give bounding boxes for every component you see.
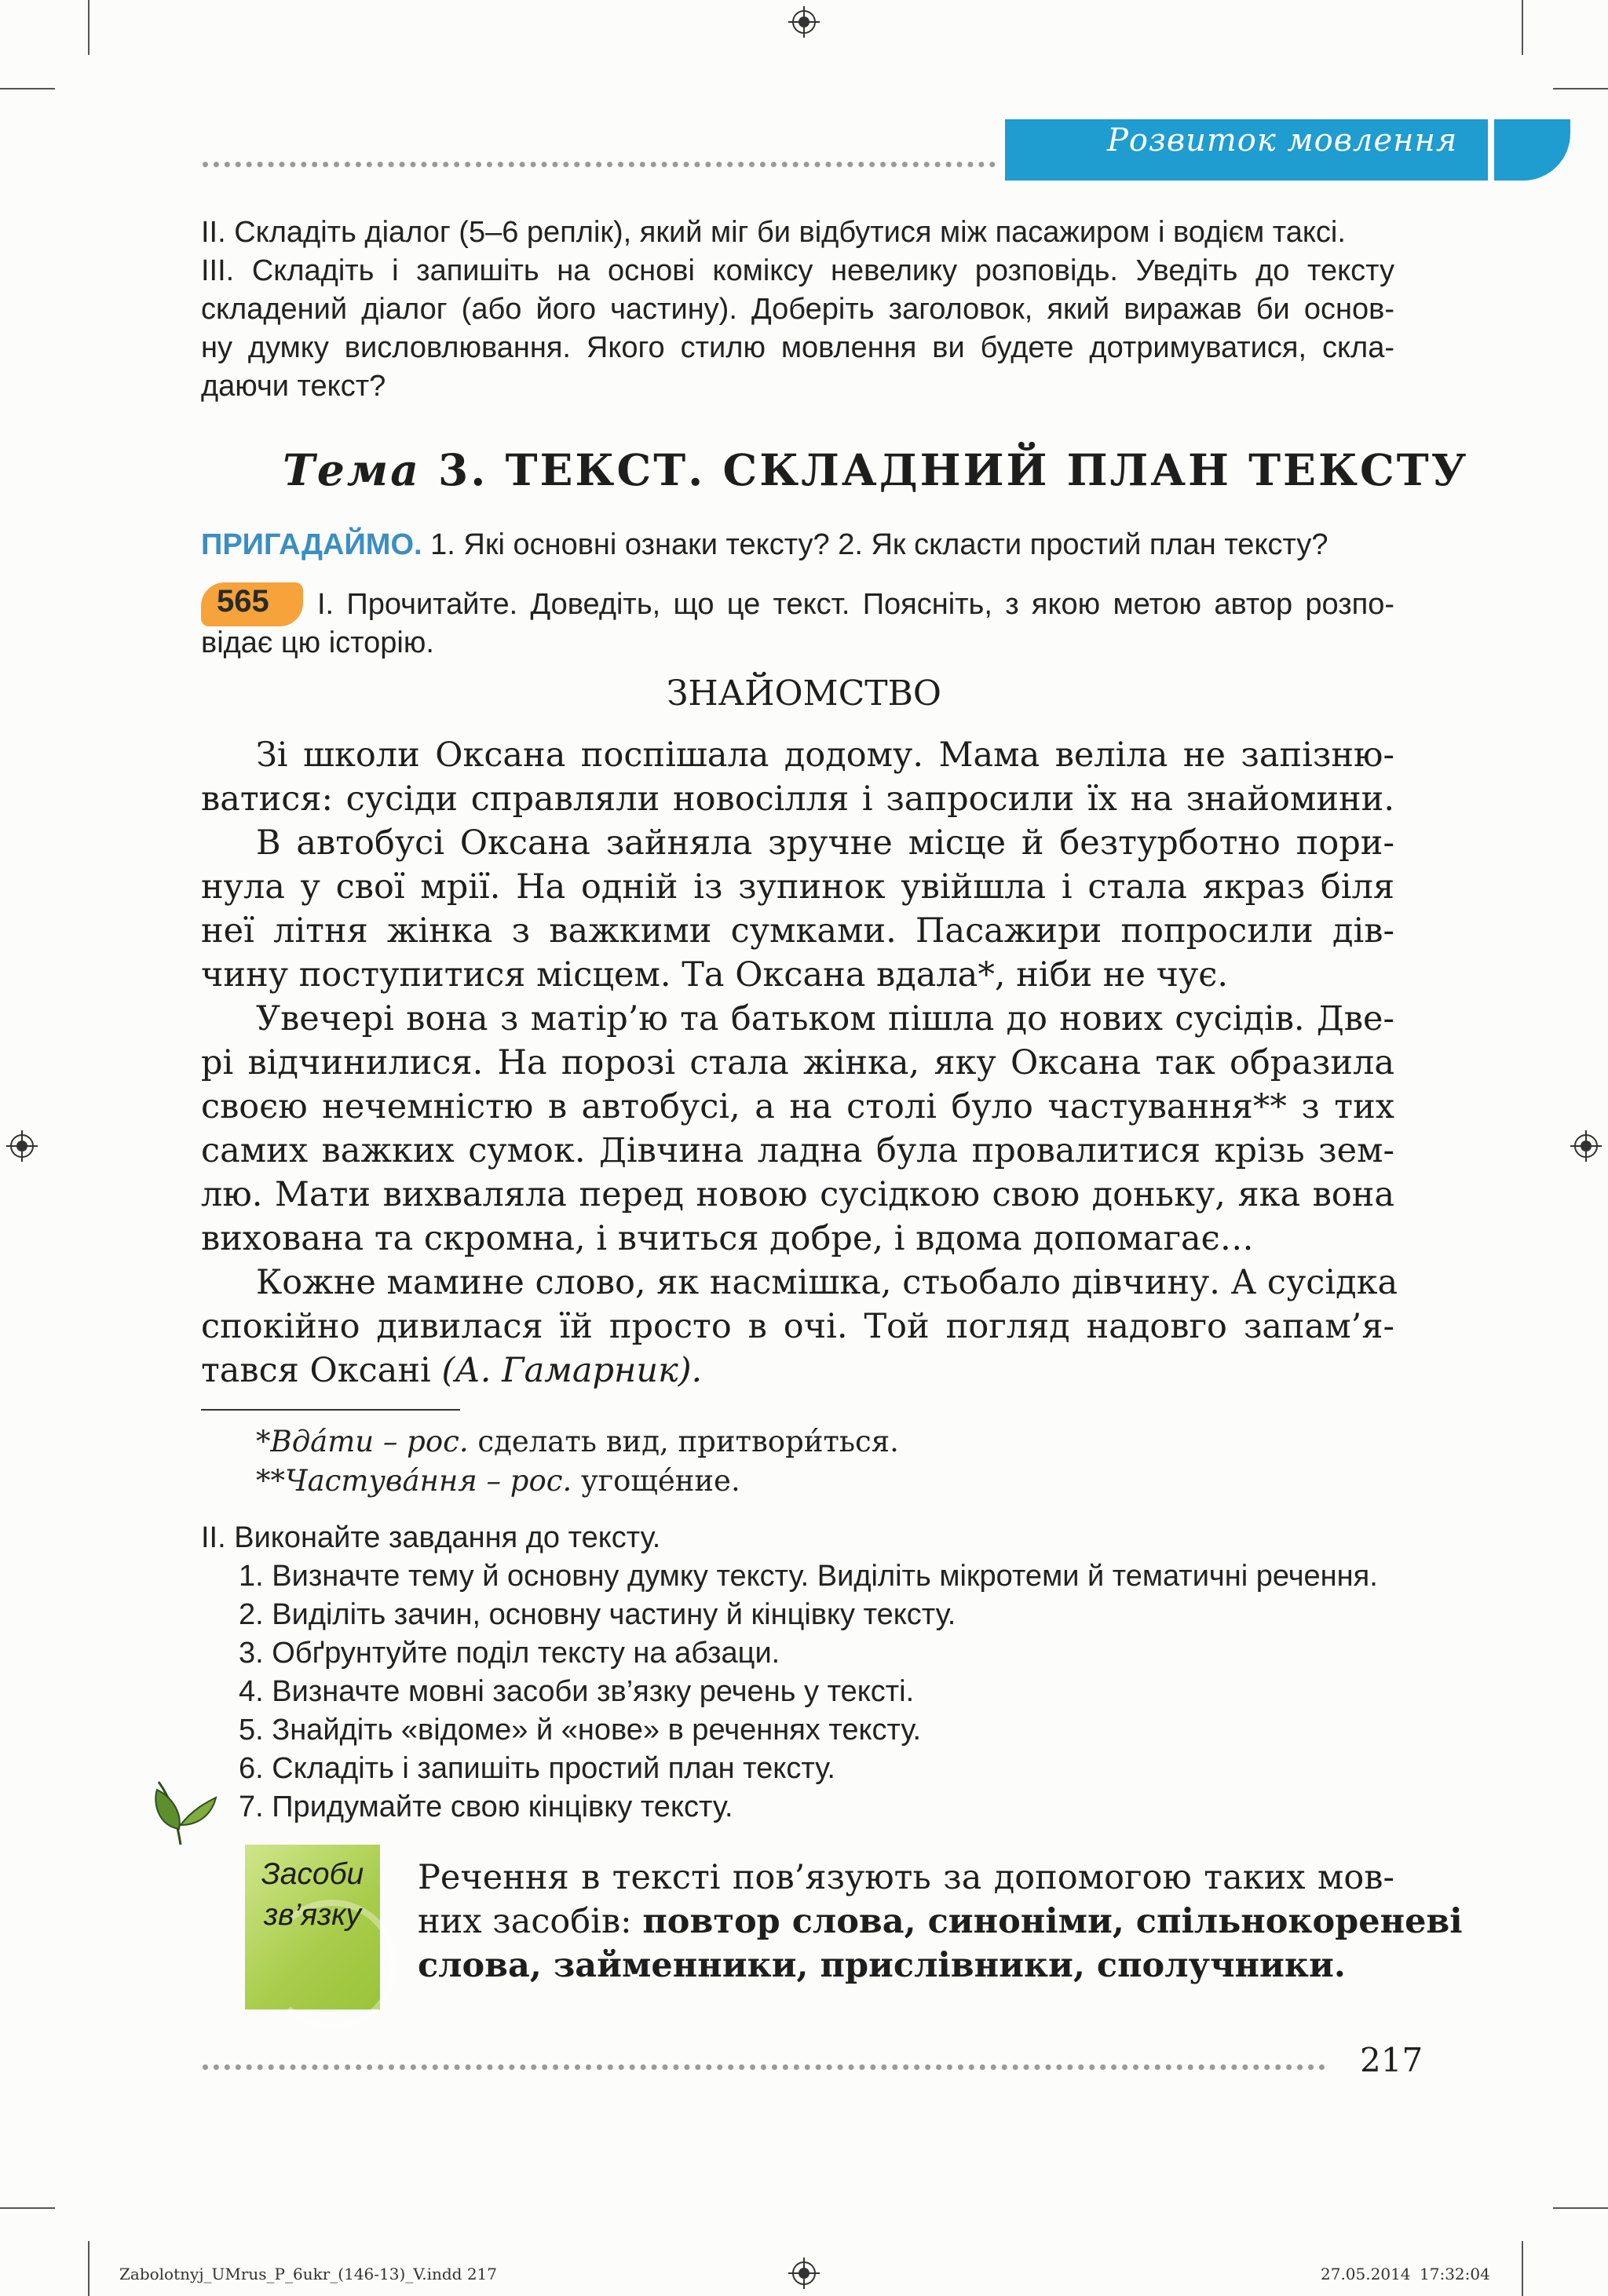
rule-line-bold: повтор слова, синоніми, спільнокореневі (642, 1902, 1463, 1941)
crop-mark (0, 2207, 55, 2209)
registration-mark-icon (788, 6, 820, 38)
rule-line (418, 1944, 1394, 1988)
slug-date: 27.05.2014 (1321, 2265, 1411, 2283)
crop-mark (88, 2241, 90, 2296)
exercise-line: відає цю історію. (201, 626, 434, 659)
crop-mark (1522, 0, 1523, 55)
exercise-line: I. Прочитайте. Доведіть, що це текст. Поясніть, з якою метою автор розпо- (317, 588, 1394, 621)
footnote-meaning: сделать вид, притвори́ться. (477, 1425, 899, 1458)
story-author: (А. Гамарник). (441, 1351, 703, 1390)
footnote (256, 1422, 1394, 1462)
task-item: 7. Придумайте свою кінцівку тексту. (239, 1790, 733, 1823)
story-line: В автобусі Оксана зайняла зручне місце й безтурботно пори- (256, 823, 1394, 863)
recall-label: ПРИГАДАЙМО. (201, 528, 422, 561)
task-item: 6. Складіть і запишіть простий план тексту. (239, 1752, 835, 1785)
rule-line (418, 1900, 1463, 1944)
topic-heading: 3. ТЕКСТ. СКЛАДНИЙ ПЛАН ТЕКСТУ (438, 444, 1469, 495)
story-line: вихована та скромна, і вчиться добре, і вдома допомагає… (201, 1219, 1254, 1258)
footnotes (256, 1422, 1394, 1501)
rule-callout-label (250, 1854, 375, 1936)
story-line: нула у свої мрії. На одній із зупинок увійшла і стала якраз біля (201, 867, 1394, 907)
task-line: ну думку висловлювання. Якого стилю мовлення ви будете дотримуватися, скла- (201, 331, 1394, 364)
recall-text: 1. Які основні ознаки тексту? 2. Як скласти простий план тексту? (430, 528, 1328, 561)
task-item: 2. Виділіть зачин, основну частину й кінцівку тексту. (239, 1598, 956, 1631)
task-line: II. Складіть діалог (5–6 реплік), який міг би відбутися між пасажиром і водієм таксі. (201, 216, 1346, 249)
task-line: III. Складіть і запишіть на основі коміксу невелику розповідь. Уведіть до тексту (201, 254, 1394, 287)
story-line: неї літня жінка з важкими сумками. Пасажири попросили дів- (201, 911, 1394, 951)
story-line: своєю нечемністю в автобусі, а на столі було частування** з тих (201, 1087, 1394, 1126)
footnote-term: *Вда́ти – рос. (256, 1425, 469, 1458)
story-text (201, 733, 1398, 1393)
footnote-term: **Частува́ння – рос. (256, 1464, 572, 1498)
story-title: ЗНАЙОМСТВО (666, 673, 942, 714)
crop-mark (0, 88, 55, 89)
task-item: 3. Обґрунтуйте поділ тексту на абзаци. (239, 1637, 780, 1670)
story-line: чину поступитися місцем. Та Оксана вдала*, ніби не чує. (201, 955, 1229, 995)
tasks-intro: II. Виконайте завдання до тексту. (201, 1521, 661, 1554)
task-item: 4. Визначте мовні засоби зв’язку речень у тексті. (239, 1675, 915, 1708)
footnote-rule (201, 1409, 460, 1411)
rule-label-line: Засоби (261, 1857, 364, 1891)
story-line: ватися: сусіди справляли новосілля і запросили їх на знайомини. (201, 779, 1394, 819)
story-line: тався Оксані (201, 1351, 431, 1390)
recall-line (201, 526, 1410, 564)
story-last-line (201, 1349, 1394, 1393)
section-tab-divider (1488, 119, 1494, 181)
rule-text (418, 1856, 1463, 1988)
footnote-meaning: угоще́ние. (581, 1464, 740, 1498)
section-tab-label: Розвиток мовлення (1107, 122, 1458, 159)
slug-file: Zabolotnyj_UMrus_P_6ukr_(146-13)_V.indd 217 (119, 2265, 498, 2283)
registration-mark-icon (1570, 1130, 1602, 1162)
header-dotted-rule (203, 162, 996, 167)
registration-mark-icon (788, 2258, 820, 2289)
story-line: Кожне мамине слово, як насмішка, стьобало дівчину. А сусідка (256, 1263, 1398, 1302)
story-line: рі відчинилися. На порозі стала жінка, яку Оксана так образила (201, 1043, 1394, 1082)
crop-mark (1553, 2207, 1608, 2209)
story-line: самих важких сумок. Дівчина ладна була провалитися крізь зем- (201, 1131, 1394, 1170)
task-line: даючи текст? (201, 370, 386, 403)
task-item: 5. Знайдіть «відоме» й «нове» в реченнях тексту. (239, 1714, 922, 1747)
rule-line-bold: слова, займенники, прислівники, сполучники. (418, 1946, 1346, 1985)
crop-mark (1553, 88, 1608, 89)
rule-label-line: зв’язку (263, 1898, 362, 1932)
page-number: 217 (1360, 2041, 1423, 2079)
story-line: лю. Мати вихваляла перед новою сусідкою свою доньку, яка вона (201, 1175, 1394, 1214)
task-line: складений діалог (або його частину). Доберіть заголовок, який виражав би основ- (201, 293, 1394, 326)
story-line: Увечері вона з матір’ю та батьком пішла до нових сусідів. Две- (256, 999, 1394, 1038)
exercise-instruction (201, 586, 1394, 663)
footnote (256, 1462, 1394, 1501)
leaf-icon (149, 1766, 220, 1852)
footer-dotted-rule (203, 2064, 1325, 2070)
tasks-list (201, 1519, 1410, 1827)
rule-line-plain: них засобів: (418, 1902, 632, 1941)
rule-line: Речення в тексті пов’язують за допомогою таких мов- (418, 1858, 1394, 1897)
registration-mark-icon (6, 1130, 38, 1162)
story-line: спокійно дивилася їй просто в очі. Той погляд надовго запам’я- (201, 1307, 1394, 1346)
tasks-top (201, 214, 1394, 406)
topic-prefix: Тема (283, 444, 421, 495)
crop-mark (1522, 2241, 1523, 2296)
task-item: 1. Визначте тему й основну думку тексту. Виділіть мікротеми й тематичні речення. (239, 1560, 1378, 1593)
slug-time: 17:32:04 (1420, 2265, 1490, 2283)
topic-title (283, 444, 1469, 495)
crop-mark (88, 0, 90, 55)
exercise-number: 565 (217, 584, 269, 619)
story-line: Зі школи Оксана поспішала додому. Мама веліла не запізню- (256, 736, 1394, 775)
